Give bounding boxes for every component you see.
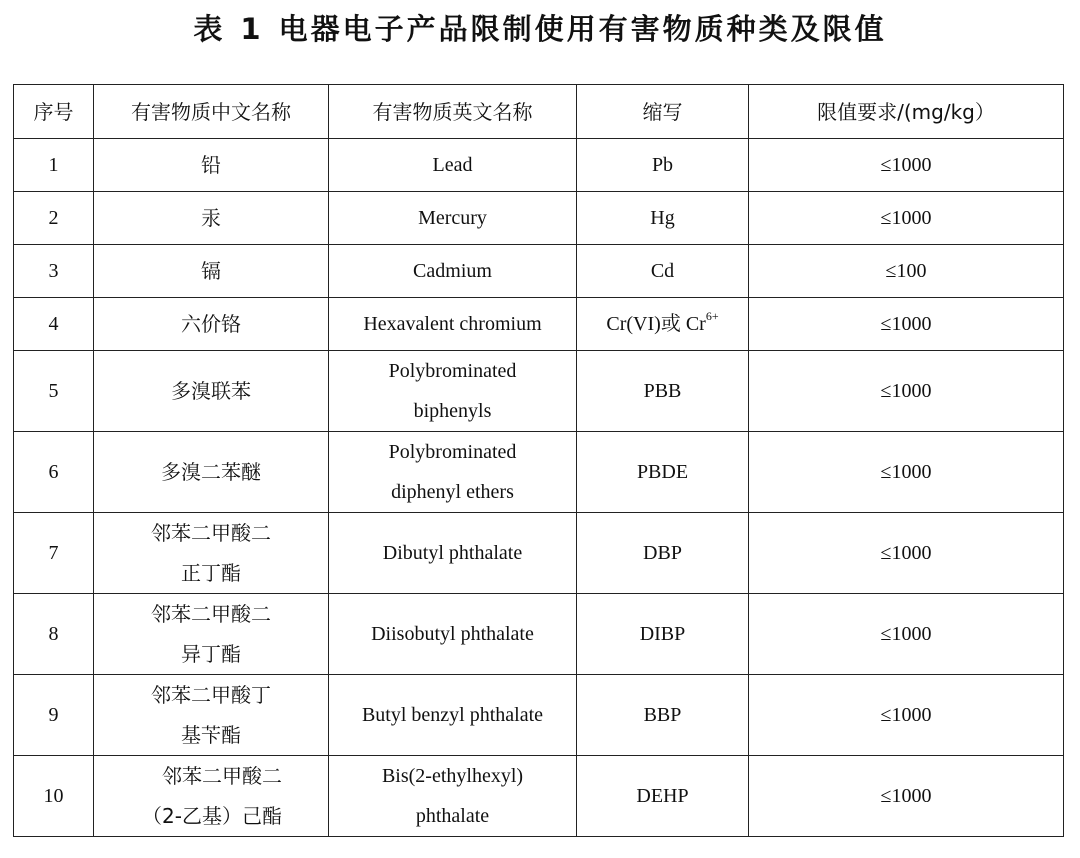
cell-chinese-name xyxy=(94,513,329,594)
cell-abbreviation: DIBP xyxy=(577,594,749,675)
english-name-line: biphenyls xyxy=(413,400,492,422)
table-row xyxy=(14,245,1064,298)
table-row xyxy=(14,432,1064,513)
cell-abbreviation: PBB xyxy=(577,351,749,432)
cell-chinese-name: 六价铬 xyxy=(94,298,329,351)
english-name-line: diphenyl ethers xyxy=(391,481,514,503)
header-serial-number: 序号 xyxy=(14,85,94,139)
cell-limit-value: ≤1000 xyxy=(749,351,1064,432)
cell-serial-number: 3 xyxy=(14,245,94,298)
cell-abbreviation: Pb xyxy=(577,139,749,192)
cell-limit-value: ≤100 xyxy=(749,245,1064,298)
table-row xyxy=(14,756,1064,837)
cell-english-name xyxy=(329,756,577,837)
table-title: 表 1 电器电子产品限制使用有害物质种类及限值 xyxy=(193,12,887,46)
cell-serial-number: 1 xyxy=(14,139,94,192)
cell-english-name xyxy=(329,351,577,432)
table-row xyxy=(14,192,1064,245)
english-name-line: Bis(2-ethylhexyl) xyxy=(381,765,524,787)
cell-abbreviation: Cd xyxy=(577,245,749,298)
header-limit-value: 限值要求/(mg/kg） xyxy=(749,85,1064,139)
cell-abbreviation xyxy=(577,298,749,351)
cell-chinese-name: 多溴二苯醚 xyxy=(94,432,329,513)
cell-serial-number: 6 xyxy=(14,432,94,513)
cell-chinese-name xyxy=(94,594,329,675)
chinese-name-line: 正丁酯 xyxy=(181,561,241,585)
abbreviation-superscript: 6+ xyxy=(705,309,719,324)
cell-serial-number: 4 xyxy=(14,298,94,351)
chinese-name-line: 邻苯二甲酸二 xyxy=(151,602,271,626)
cell-english-name: Diisobutyl phthalate xyxy=(329,594,577,675)
cell-serial-number: 10 xyxy=(14,756,94,837)
cell-english-name: Butyl benzyl phthalate xyxy=(329,675,577,756)
cell-serial-number: 8 xyxy=(14,594,94,675)
table-row xyxy=(14,139,1064,192)
cell-abbreviation: BBP xyxy=(577,675,749,756)
chinese-name-line: 邻苯二甲酸二 xyxy=(162,764,282,788)
cell-limit-value: ≤1000 xyxy=(749,756,1064,837)
cell-abbreviation: Hg xyxy=(577,192,749,245)
chinese-name-line: 邻苯二甲酸二 xyxy=(151,521,271,545)
chinese-name-line: （2-乙基）己酯 xyxy=(142,804,282,828)
cell-chinese-name xyxy=(94,756,329,837)
cell-limit-value: ≤1000 xyxy=(749,139,1064,192)
table-row xyxy=(14,675,1064,756)
cell-limit-value: ≤1000 xyxy=(749,513,1064,594)
cell-limit-value: ≤1000 xyxy=(749,298,1064,351)
chinese-name-line: 异丁酯 xyxy=(181,642,241,666)
header-chinese-name: 有害物质中文名称 xyxy=(94,85,329,139)
chinese-name-line: 邻苯二甲酸丁 xyxy=(151,683,271,707)
cell-limit-value: ≤1000 xyxy=(749,675,1064,756)
english-name-line: Polybrominated xyxy=(388,360,517,382)
table-row xyxy=(14,298,1064,351)
cell-serial-number: 5 xyxy=(14,351,94,432)
cell-chinese-name xyxy=(94,675,329,756)
cell-chinese-name: 多溴联苯 xyxy=(94,351,329,432)
cell-english-name: Cadmium xyxy=(329,245,577,298)
table-row xyxy=(14,351,1064,432)
cell-abbreviation: PBDE xyxy=(577,432,749,513)
cell-chinese-name: 铅 xyxy=(94,139,329,192)
cell-chinese-name: 镉 xyxy=(94,245,329,298)
abbreviation-text: Cr(VI)或 Cr xyxy=(606,313,706,335)
cell-chinese-name: 汞 xyxy=(94,192,329,245)
cell-english-name: Lead xyxy=(329,139,577,192)
cell-english-name: Mercury xyxy=(329,192,577,245)
cell-english-name xyxy=(329,432,577,513)
cell-limit-value: ≤1000 xyxy=(749,594,1064,675)
hazardous-substances-table xyxy=(13,84,1064,837)
cell-serial-number: 2 xyxy=(14,192,94,245)
cell-limit-value: ≤1000 xyxy=(749,192,1064,245)
english-name-line: phthalate xyxy=(415,805,490,827)
cell-limit-value: ≤1000 xyxy=(749,432,1064,513)
table-row xyxy=(14,513,1064,594)
cell-abbreviation: DEHP xyxy=(577,756,749,837)
header-english-name: 有害物质英文名称 xyxy=(329,85,577,139)
cell-english-name: Hexavalent chromium xyxy=(329,298,577,351)
cell-serial-number: 9 xyxy=(14,675,94,756)
cell-serial-number: 7 xyxy=(14,513,94,594)
cell-abbreviation: DBP xyxy=(577,513,749,594)
cell-english-name: Dibutyl phthalate xyxy=(329,513,577,594)
header-abbreviation: 缩写 xyxy=(577,85,749,139)
table-row xyxy=(14,594,1064,675)
english-name-line: Polybrominated xyxy=(388,441,517,463)
table-header-row xyxy=(14,85,1064,139)
chinese-name-line: 基苄酯 xyxy=(181,723,241,747)
